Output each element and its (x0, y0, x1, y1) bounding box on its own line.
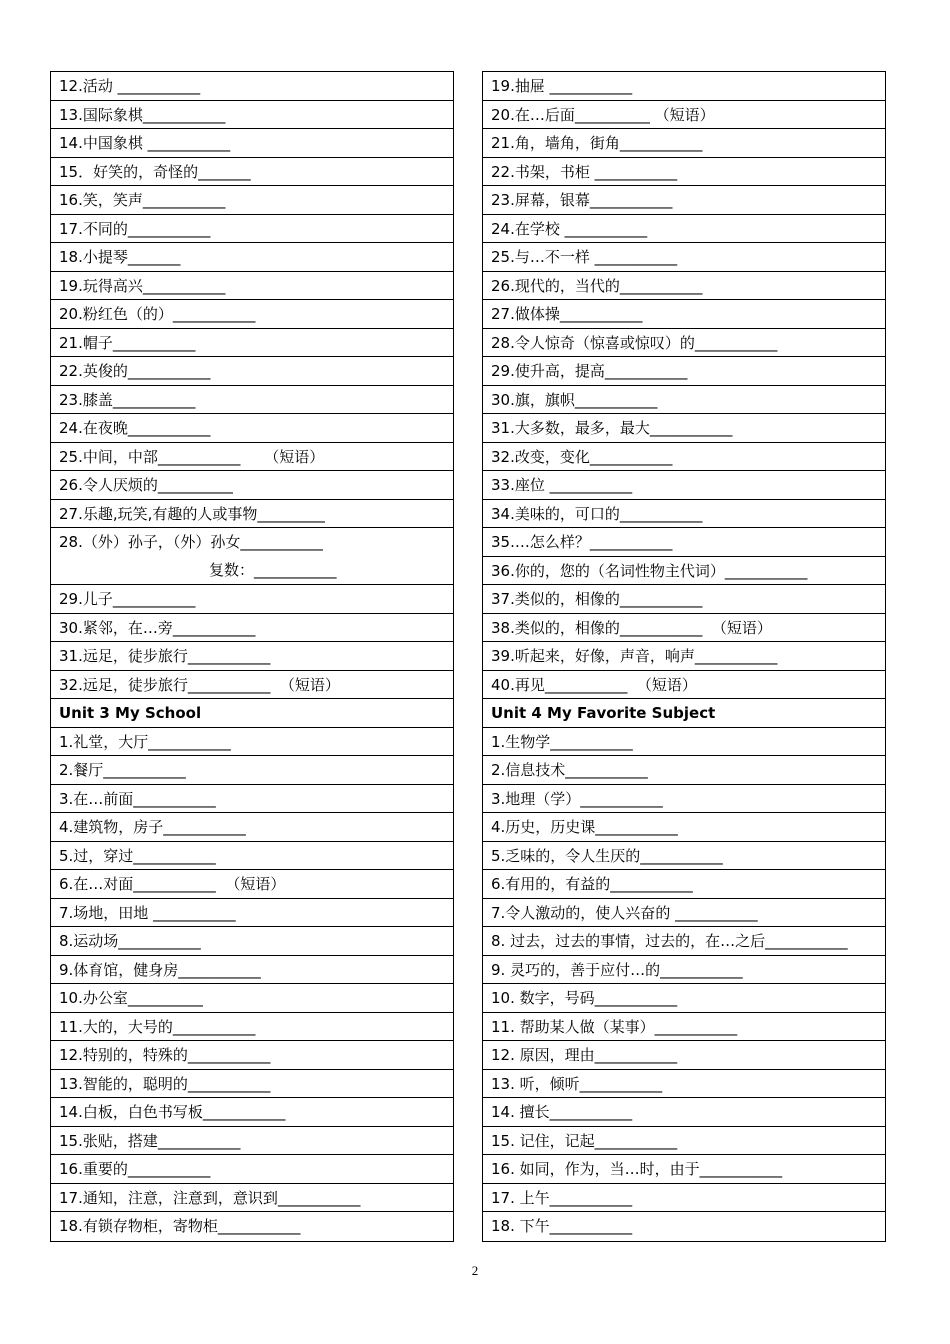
vocab-prompt: 13.国际象棋___________ (59, 105, 226, 124)
vocab-prompt: 8.运动场___________ (59, 932, 201, 950)
vocab-prompt: 30.旗，旗帜___________ (491, 390, 658, 409)
vocab-row (51, 813, 453, 842)
vocab-row (483, 414, 885, 443)
vocab-row (483, 642, 885, 671)
unit-heading (51, 699, 453, 728)
vocab-row (51, 414, 453, 443)
vocab-prompt: 12.特别的，特殊的___________ (59, 1046, 271, 1064)
vocab-row (483, 671, 885, 700)
vocab-prompt: 33.座位 ___________ (491, 476, 633, 494)
vocab-prompt: 22.英俊的___________ (59, 362, 211, 380)
vocab-row (483, 186, 885, 215)
vocab-prompt: 15．好笑的，奇怪的_______ (59, 162, 251, 181)
vocab-row (483, 1127, 885, 1156)
vocab-row (51, 471, 453, 500)
vocab-prompt: 12. 原因，理由___________ (491, 1046, 678, 1064)
vocab-prompt: 4.建筑物，房子___________ (59, 818, 246, 836)
vocab-prompt: 6.有用的，有益的___________ (491, 875, 693, 893)
vocab-row (51, 956, 453, 985)
vocab-row (483, 1041, 885, 1070)
vocab-prompt: 39.听起来，好像，声音，响声___________ (491, 647, 778, 665)
vocab-row (51, 756, 453, 785)
vocab-prompt: 36.你的，您的（名词性物主代词）___________ (491, 561, 808, 580)
left-column-table (50, 71, 454, 1242)
right-column-table (482, 71, 886, 1242)
vocab-prompt: 32.远足，徒步旅行___________ （短语） (59, 675, 340, 694)
vocab-row (51, 101, 453, 130)
vocab-prompt: 14.中国象棋 ___________ (59, 134, 231, 152)
vocab-prompt: 15.张贴，搭建___________ (59, 1131, 241, 1150)
vocab-row (51, 300, 453, 329)
vocab-row (483, 728, 885, 757)
vocab-prompt: 17.不同的___________ (59, 219, 211, 238)
vocab-prompt: 2.餐厅___________ (59, 761, 186, 779)
vocab-row (483, 215, 885, 244)
vocab-row (483, 471, 885, 500)
vocab-prompt: 7.令人激动的，使人兴奋的 ___________ (491, 903, 758, 922)
vocab-prompt: 28.令人惊奇（惊喜或惊叹）的___________ (491, 333, 778, 352)
vocab-row (51, 500, 453, 529)
vocab-prompt: 14.白板，白色书写板___________ (59, 1103, 286, 1121)
vocab-prompt: 24.在学校 ___________ (491, 219, 648, 238)
vocab-prompt: 1.礼堂，大厅___________ (59, 732, 231, 751)
vocab-prompt: 13. 听，倾听___________ (491, 1074, 663, 1093)
vocab-prompt: 38.类似的，相像的___________ （短语） (491, 618, 772, 637)
vocab-row (483, 984, 885, 1013)
vocab-prompt: 2.信息技术___________ (491, 761, 648, 779)
vocab-prompt: 4.历史，历史课___________ (491, 818, 678, 836)
vocab-prompt: 18. 下午___________ (491, 1217, 633, 1235)
vocab-row (483, 300, 885, 329)
vocab-prompt: 17.通知，注意，注意到，意识到___________ (59, 1188, 361, 1207)
vocab-prompt: 27.做体操___________ (491, 305, 643, 323)
vocab-row (51, 1155, 453, 1184)
vocab-prompt: 6.在…对面___________ （短语） (59, 875, 286, 893)
vocab-row (483, 1013, 885, 1042)
vocab-sub-prompt: 复数：___________ (209, 561, 337, 579)
vocab-row (51, 899, 453, 928)
vocab-row (51, 728, 453, 757)
vocab-prompt: 22.书架，书柜 ___________ (491, 162, 678, 181)
vocab-prompt: 26.现代的，当代的___________ (491, 276, 703, 295)
vocab-prompt: 35.…怎么样？___________ (491, 533, 673, 551)
vocab-prompt: 19.抽屉 ___________ (491, 77, 633, 95)
vocab-row (51, 642, 453, 671)
vocab-row (483, 129, 885, 158)
vocab-prompt: 29.使升高，提高___________ (491, 362, 688, 380)
vocab-row (483, 756, 885, 785)
unit-heading-text: Unit 3 My School (59, 704, 202, 722)
vocab-row (51, 129, 453, 158)
vocab-prompt: 16.重要的___________ (59, 1160, 211, 1178)
vocab-row (51, 329, 453, 358)
vocab-prompt: 15. 记住，记起___________ (491, 1131, 678, 1150)
vocab-prompt: 9. 灵巧的，善于应付…的___________ (491, 960, 743, 979)
vocab-row (51, 243, 453, 272)
vocab-row (51, 984, 453, 1013)
vocab-row (51, 614, 453, 643)
vocab-prompt: 18.有锁存物柜，寄物柜___________ (59, 1217, 301, 1235)
vocab-prompt: 16. 如同，作为，当…时，由于___________ (491, 1160, 783, 1178)
vocab-row (483, 1070, 885, 1099)
vocab-row (51, 272, 453, 301)
vocab-row (51, 186, 453, 215)
vocab-row (483, 557, 885, 586)
vocab-row (51, 1041, 453, 1070)
vocab-prompt: 12.活动 ___________ (59, 77, 201, 95)
vocab-row (51, 443, 453, 472)
vocab-prompt: 31.远足，徒步旅行___________ (59, 647, 271, 665)
vocab-row (51, 158, 453, 187)
vocab-row (483, 1155, 885, 1184)
vocab-prompt: 26.令人厌烦的__________ (59, 476, 233, 494)
vocab-row (483, 101, 885, 130)
vocab-row (51, 72, 453, 101)
vocab-prompt: 19.玩得高兴___________ (59, 276, 226, 295)
vocab-prompt: 16.笑，笑声___________ (59, 191, 226, 209)
vocab-prompt: 25.中间，中部___________ （短语） (59, 447, 325, 466)
page-number: 2 (471, 1263, 479, 1278)
vocab-row (483, 243, 885, 272)
vocab-row (483, 158, 885, 187)
vocab-prompt: 13.智能的，聪明的___________ (59, 1074, 271, 1093)
vocab-prompt: 11. 帮助某人做（某事）___________ (491, 1017, 738, 1036)
vocab-prompt: 3.地理（学）___________ (491, 789, 663, 808)
vocab-row (483, 585, 885, 614)
vocab-row (51, 1127, 453, 1156)
vocab-row (51, 1098, 453, 1127)
vocab-prompt: 23.屏幕，银幕___________ (491, 191, 673, 209)
vocab-row (51, 386, 453, 415)
vocab-row (51, 585, 453, 614)
vocab-row (483, 357, 885, 386)
vocab-row (483, 386, 885, 415)
vocab-row (51, 671, 453, 700)
vocab-row (483, 813, 885, 842)
unit-heading (483, 699, 885, 728)
vocab-prompt: 17. 上午___________ (491, 1188, 633, 1207)
vocab-row (483, 329, 885, 358)
vocab-prompt: 9.体育馆，健身房___________ (59, 960, 261, 979)
vocab-row (483, 272, 885, 301)
vocab-prompt: 14. 擅长___________ (491, 1103, 633, 1121)
vocab-row (483, 1212, 885, 1241)
vocab-prompt: 1.生物学___________ (491, 732, 633, 751)
vocab-prompt: 5.乏味的，令人生厌的___________ (491, 846, 723, 865)
vocab-prompt: 21.帽子___________ (59, 333, 196, 352)
vocab-row (51, 357, 453, 386)
vocab-row (51, 528, 453, 585)
vocab-prompt: 20.粉红色（的）___________ (59, 305, 256, 323)
vocab-row (483, 500, 885, 529)
vocab-row (483, 842, 885, 871)
vocab-prompt: 24.在夜晚___________ (59, 419, 211, 437)
vocab-prompt: 10. 数字，号码___________ (491, 989, 678, 1007)
vocab-row (483, 956, 885, 985)
vocab-row (51, 1013, 453, 1042)
vocab-prompt: 3.在…前面___________ (59, 789, 216, 808)
vocab-row (483, 1184, 885, 1213)
vocab-row (483, 614, 885, 643)
vocab-row (51, 1070, 453, 1099)
vocab-prompt: 37.类似的，相像的___________ (491, 590, 703, 608)
vocab-row (483, 528, 885, 557)
vocab-row (51, 842, 453, 871)
vocab-row (51, 870, 453, 899)
vocab-prompt: 28.（外）孙子，（外）孙女___________ (59, 533, 323, 551)
vocab-prompt: 7.场地，田地 ___________ (59, 903, 236, 922)
vocab-prompt: 31.大多数，最多，最大___________ (491, 419, 733, 437)
vocab-prompt: 27.乐趣,玩笑,有趣的人或事物_________ (59, 504, 325, 523)
vocab-row (51, 785, 453, 814)
vocab-row (483, 899, 885, 928)
vocab-prompt: 34.美味的，可口的___________ (491, 504, 703, 523)
vocab-prompt: 10.办公室__________ (59, 989, 203, 1007)
vocab-row (51, 1184, 453, 1213)
vocab-prompt: 40.再见___________ （短语） (491, 675, 697, 694)
vocab-prompt: 29.儿子___________ (59, 590, 196, 608)
vocab-prompt: 5.过，穿过___________ (59, 846, 216, 865)
vocab-row (51, 215, 453, 244)
vocab-prompt: 20.在…后面__________ （短语） (491, 105, 715, 124)
vocab-prompt: 11.大的，大号的___________ (59, 1017, 256, 1036)
vocab-row (483, 1098, 885, 1127)
vocab-row (483, 927, 885, 956)
vocab-row (51, 927, 453, 956)
vocab-row (483, 785, 885, 814)
vocab-row (51, 1212, 453, 1241)
vocab-row (483, 443, 885, 472)
vocab-prompt: 30.紧邻，在…旁___________ (59, 618, 256, 637)
vocab-prompt: 21.角，墙角，街角___________ (491, 134, 703, 152)
vocab-prompt: 32.改变，变化___________ (491, 447, 673, 466)
vocab-prompt: 18.小提琴_______ (59, 248, 181, 266)
vocab-row (483, 72, 885, 101)
vocab-prompt: 8. 过去，过去的事情，过去的，在…之后___________ (491, 932, 848, 950)
vocab-row (483, 870, 885, 899)
vocab-prompt: 23.膝盖___________ (59, 390, 196, 409)
vocab-prompt: 25.与…不一样 ___________ (491, 248, 678, 266)
unit-heading-text: Unit 4 My Favorite Subject (491, 704, 716, 722)
